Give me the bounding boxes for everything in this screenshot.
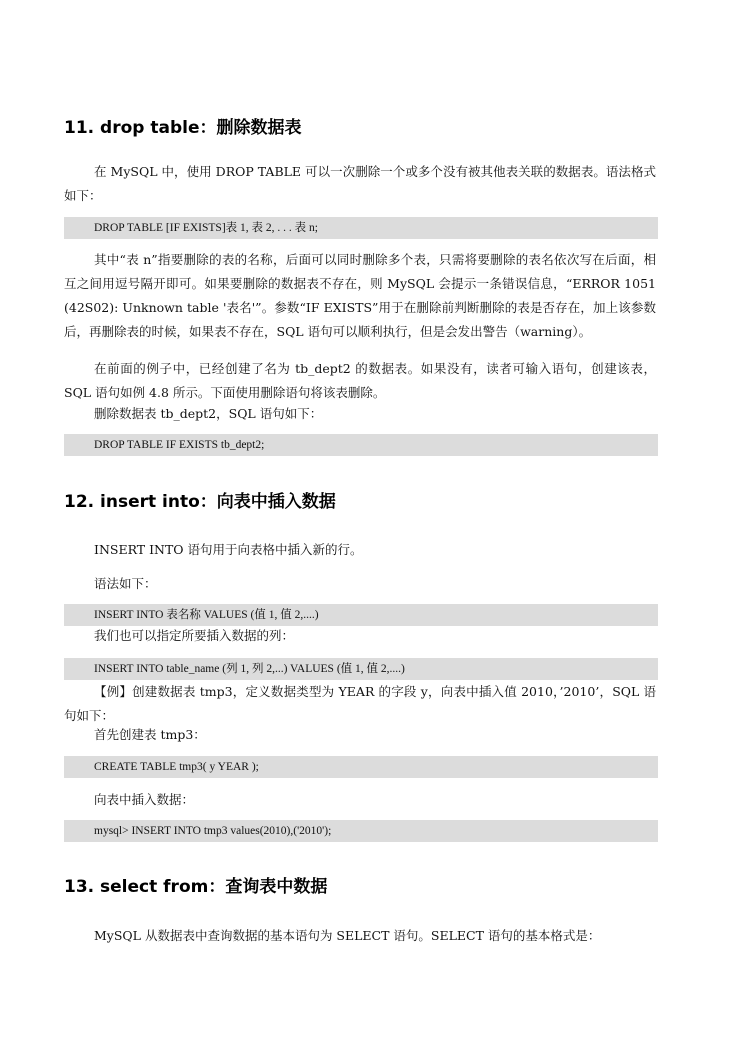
code-create-table: CREATE TABLE tmp3( y YEAR ); — [64, 756, 658, 778]
section-11-explanation: 其中“表 n”指要删除的表的名称，后面可以同时删除多个表，只需将要删除的表名依次写在后面，相互之间用逗号隔开即可。如果要删除的数据表不存在，则 MySQL 会提示一条错误信息，“ERROR 1051 (42S02): Unknown table '表名'”。参数“IF EXISTS”用于在删除前判断删除的表是否存在，加上该参数后，再删除表的时候，如果表不存在，SQL 语句可以顺利执行，但是会发出警告（warning）。 — [64, 252, 656, 339]
section-11-heading: 11. drop table：删除数据表 — [64, 118, 302, 138]
section-12-syntax-label: 语法如下： — [94, 576, 157, 591]
section-12-intro: INSERT INTO 语句用于向表格中插入新的行。 — [94, 542, 363, 557]
section-11-example: 在前面的例子中，已经创建了名为 tb_dept2 的数据表。如果没有，读者可输入语句，创建该表，SQL 语句如例 4.8 所示。下面使用删除语句将该表删除。 — [64, 361, 656, 400]
section-13-heading: 13. select from：查询表中数据 — [64, 877, 328, 897]
section-12-columns-line: 我们也可以指定所要插入数据的列： — [94, 628, 295, 643]
code-insert-values: mysql> INSERT INTO tmp3 values(2010),('2010'); — [64, 820, 658, 842]
code-drop-table-syntax: DROP TABLE [IF EXISTS]表 1, 表 2, . . . 表 n; — [64, 217, 658, 239]
section-11-delete-line: 删除数据表 tb_dept2，SQL 语句如下： — [94, 406, 323, 421]
section-12-example: 【例】创建数据表 tmp3，定义数据类型为 YEAR 的字段 y，向表中插入值 2010，’2010’，SQL 语句如下： — [64, 684, 656, 723]
section-12-insert-line: 向表中插入数据： — [94, 792, 195, 807]
section-12-heading: 12. insert into：向表中插入数据 — [64, 492, 336, 512]
section-11-intro: 在 MySQL 中，使用 DROP TABLE 可以一次删除一个或多个没有被其他表关联的数据表。语法格式如下： — [64, 164, 656, 203]
code-insert-syntax: INSERT INTO 表名称 VALUES (值 1, 值 2,....) — [64, 604, 658, 626]
section-12-create-line: 首先创建表 tmp3： — [94, 727, 206, 742]
code-insert-columns: INSERT INTO table_name (列 1, 列 2,...) VALUES (值 1, 值 2,....) — [64, 658, 658, 680]
section-13-intro: MySQL 从数据表中查询数据的基本语句为 SELECT 语句。SELECT 语句的基本格式是： — [94, 928, 601, 943]
code-drop-table-example: DROP TABLE IF EXISTS tb_dept2; — [64, 434, 658, 456]
